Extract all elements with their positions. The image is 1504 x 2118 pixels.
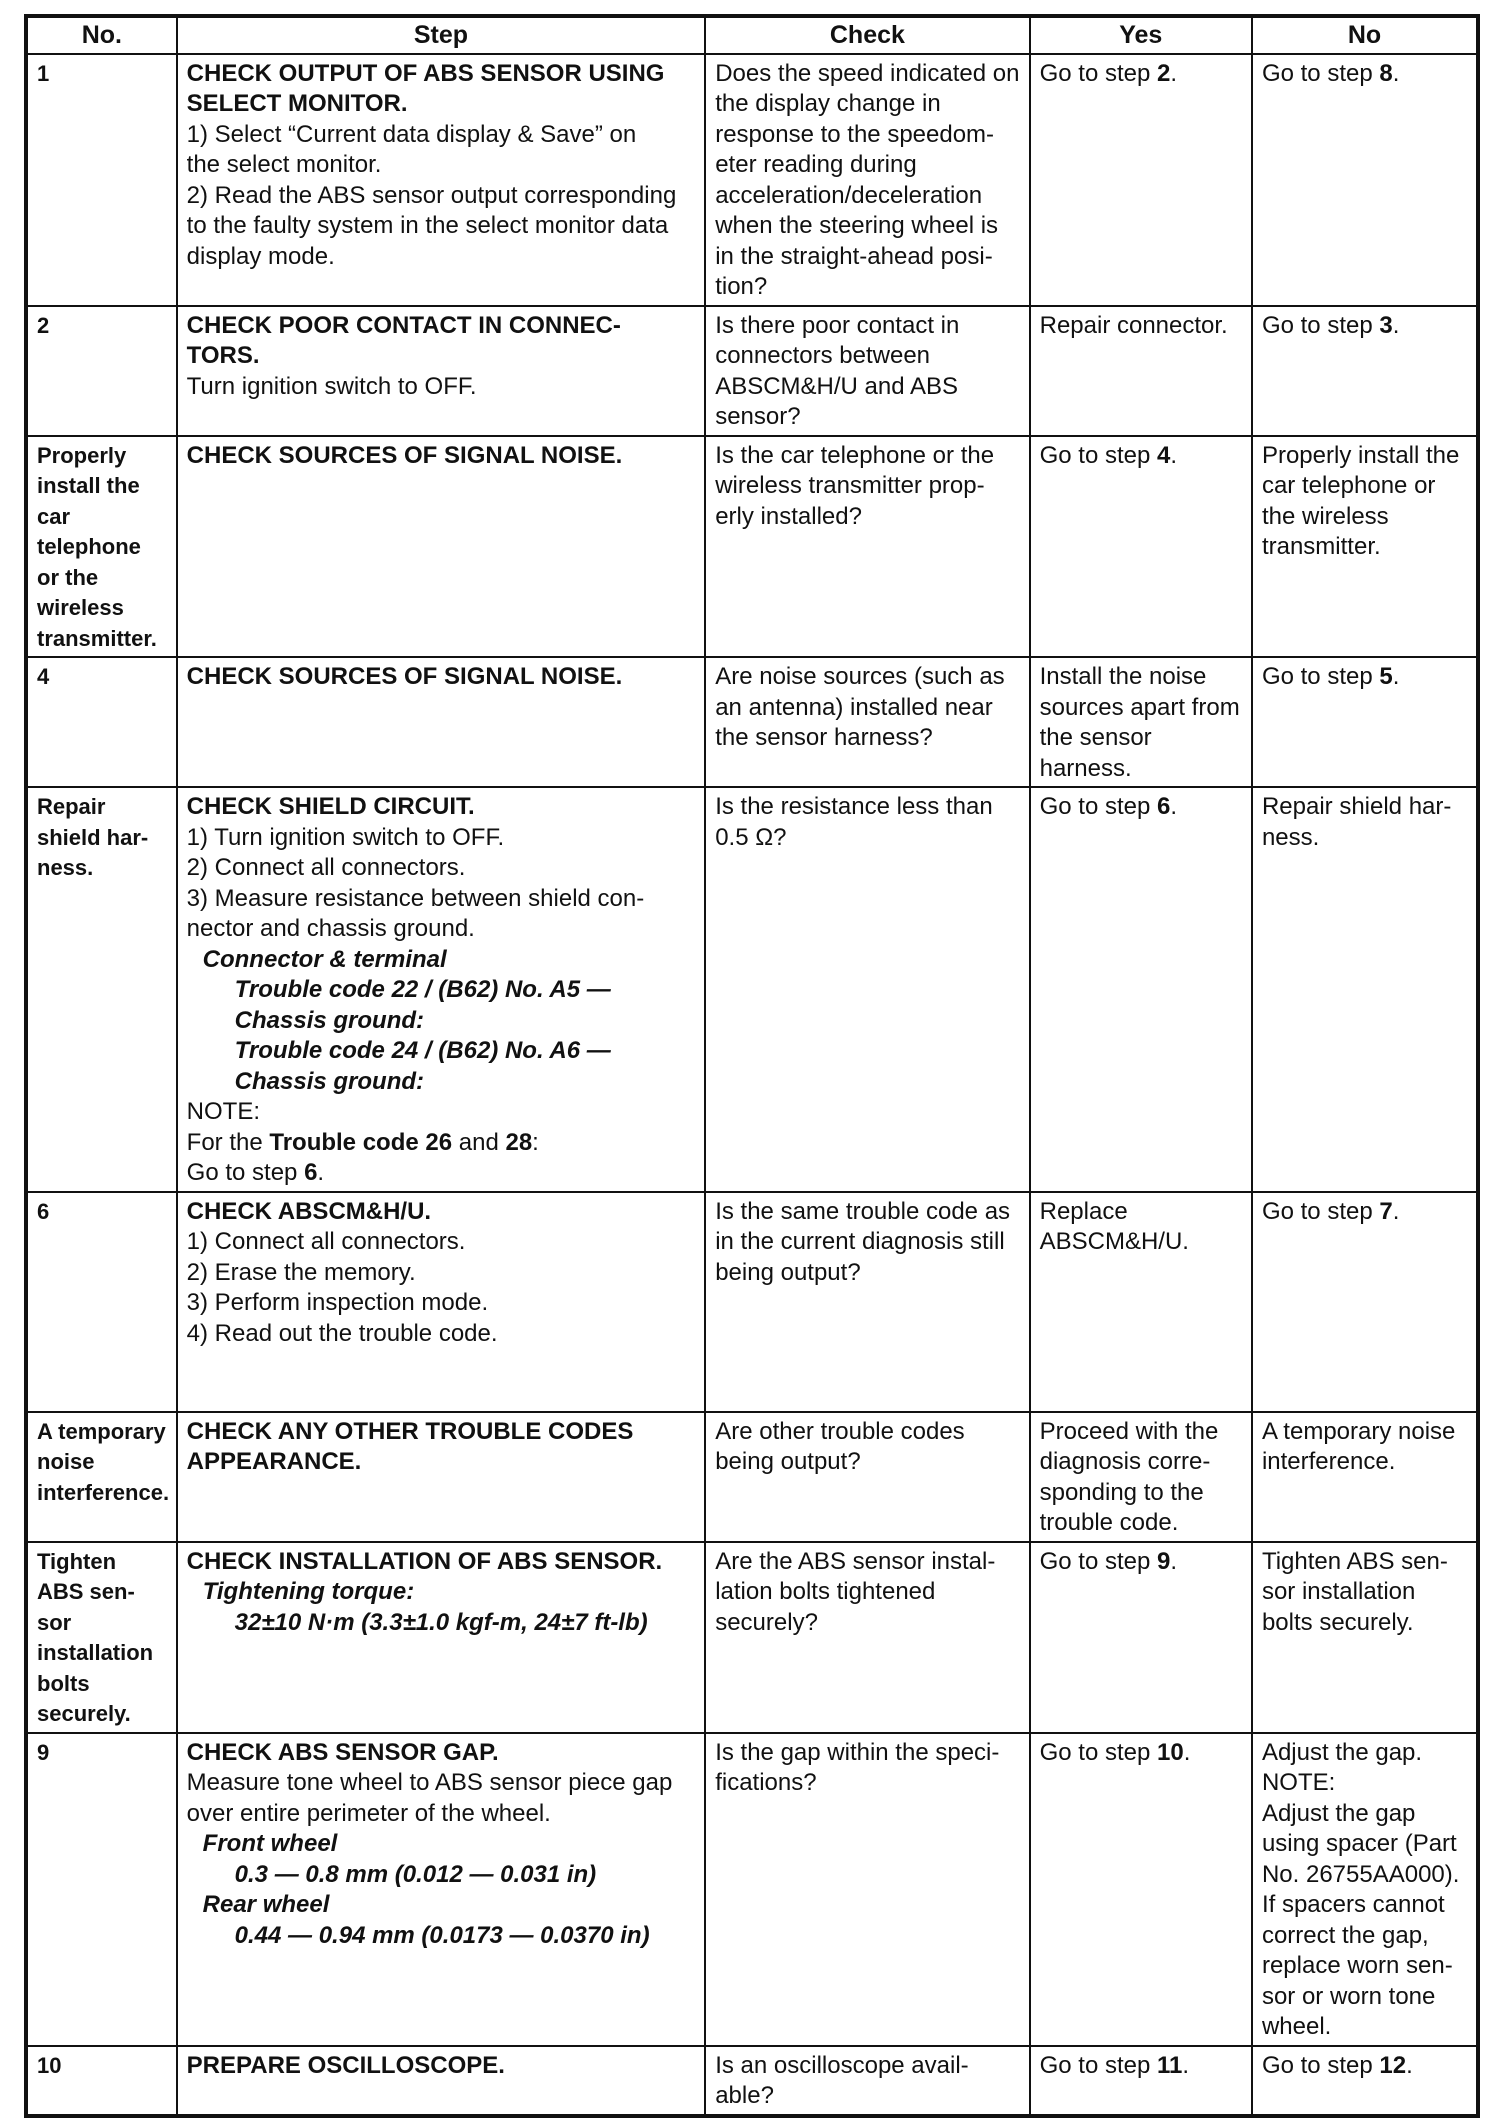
- yes-cell: Repair connector.: [1030, 306, 1252, 436]
- step-text: 2) Read the ABS sensor output corresponding: [186, 181, 677, 209]
- step-cell: [177, 1542, 706, 1733]
- spec-value: Chassis ground:: [234, 1006, 425, 1034]
- step-number: Tighten ABS sen-sor installation bolts securely.: [26, 1542, 177, 1733]
- spec-value: Trouble code 22 / (B62) No. A5 —: [234, 976, 611, 1003]
- step-text: 2) Connect all connectors.: [186, 854, 466, 881]
- spec-heading: Front wheel: [202, 1830, 338, 1857]
- diagnostic-table: [24, 14, 1480, 2118]
- step-cell: [177, 436, 706, 658]
- step-text: Measure tone wheel to ABS sensor piece gap: [186, 1769, 673, 1796]
- yes-cell: Install the noise sources apart from the sensor harness.: [1030, 657, 1252, 787]
- step-title: CHECK ABSCM&H/U.: [186, 1197, 432, 1225]
- step-cell: [177, 1412, 706, 1542]
- step-number: Properly install the car telephone or the wireless transmitter.: [26, 436, 177, 658]
- step-cell: [177, 787, 706, 1192]
- table-row: [26, 1192, 1478, 1412]
- no-cell: A temporary noise interference.: [1252, 1412, 1478, 1542]
- step-text: 1) Turn ignition switch to OFF.: [186, 823, 505, 851]
- step-title: CHECK SOURCES OF SIGNAL NOISE.: [186, 441, 623, 469]
- step-cell: [177, 1733, 706, 2046]
- header-no-result: No: [1252, 16, 1478, 54]
- no-note-text: Adjust the gap using spacer (Part No. 26755AA000). If spacers cannot correct the gap, replace worn sen-sor or worn tone wheel.: [1261, 1799, 1460, 2040]
- yes-cell: Replace ABSCM&H/U.: [1030, 1192, 1252, 1412]
- check-cell: Is there poor contact in connectors between ABSCM&H/U and ABS sensor?: [705, 306, 1029, 436]
- table-row: [26, 657, 1478, 787]
- step-title: CHECK ANY OTHER TROUBLE CODES: [186, 1417, 634, 1445]
- no-cell: Properly install the car telephone or the wireless transmitter.: [1252, 436, 1478, 658]
- spec-heading: Tightening torque:: [202, 1578, 415, 1605]
- step-number: 4: [26, 657, 177, 787]
- step-title: SELECT MONITOR.: [186, 90, 408, 117]
- step-title: APPEARANCE.: [186, 1448, 362, 1475]
- step-title: CHECK SHIELD CIRCUIT.: [186, 793, 475, 820]
- spec-value: Chassis ground:: [234, 1067, 425, 1095]
- no-cell: Repair shield har-ness.: [1252, 787, 1478, 1192]
- table-row: [26, 787, 1478, 1192]
- yes-cell: Go to step 6.: [1030, 787, 1252, 1192]
- step-text: 4) Read out the trouble code.: [186, 1319, 498, 1347]
- step-text: to the faulty system in the select monitor data: [186, 212, 669, 239]
- step-number: 6: [26, 1192, 177, 1412]
- table-row: [26, 1542, 1478, 1733]
- spec-heading: Connector & terminal: [202, 945, 447, 973]
- table-row: [26, 2046, 1478, 2116]
- table-row: [26, 436, 1478, 658]
- check-cell: Is the car telephone or the wireless transmitter prop-erly installed?: [705, 436, 1029, 658]
- check-cell: Are the ABS sensor instal-lation bolts tightened securely?: [705, 1542, 1029, 1733]
- step-number: 1: [26, 54, 177, 306]
- header-row: [26, 16, 1478, 54]
- table-row: [26, 306, 1478, 436]
- no-cell: Go to step 12.: [1252, 2046, 1478, 2116]
- step-cell: [177, 2046, 706, 2116]
- note-text: For the Trouble code 26 and 28:: [186, 1128, 539, 1156]
- header-no: No.: [26, 16, 177, 54]
- no-note-label: NOTE:: [1261, 1769, 1336, 1796]
- no-cell: Go to step 7.: [1252, 1192, 1478, 1412]
- check-cell: Is the resistance less than 0.5 Ω?: [705, 787, 1029, 1192]
- step-text: 3) Measure resistance between shield con-: [186, 884, 645, 912]
- step-title: CHECK OUTPUT OF ABS SENSOR USING: [186, 59, 665, 87]
- yes-cell: Proceed with the diagnosis corre-sponding to the trouble code.: [1030, 1412, 1252, 1542]
- step-text: over entire perimeter of the wheel.: [186, 1799, 551, 1827]
- step-title: CHECK SOURCES OF SIGNAL NOISE.: [186, 663, 623, 690]
- step-number: 2: [26, 306, 177, 436]
- step-title: CHECK ABS SENSOR GAP.: [186, 1738, 499, 1766]
- step-cell: [177, 306, 706, 436]
- yes-cell: Go to step 9.: [1030, 1542, 1252, 1733]
- header-yes: Yes: [1030, 16, 1252, 54]
- spec-value: 32±10 N·m (3.3±1.0 kgf-m, 24±7 ft-lb): [234, 1608, 648, 1636]
- header-step: Step: [177, 16, 706, 54]
- note-label: NOTE:: [186, 1098, 260, 1125]
- no-cell: Go to step 5.: [1252, 657, 1478, 787]
- yes-cell: Go to step 2.: [1030, 54, 1252, 306]
- no-cell: Go to step 8.: [1252, 54, 1478, 306]
- no-cell: [1252, 1733, 1478, 2046]
- spec-value: Trouble code 24 / (B62) No. A6 —: [234, 1037, 611, 1064]
- step-text: Turn ignition switch to OFF.: [186, 372, 477, 400]
- step-number: A temporary noise interference.: [26, 1412, 177, 1542]
- spec-value: 0.44 — 0.94 mm (0.0173 — 0.0370 in): [234, 1921, 650, 1949]
- table-row: [26, 54, 1478, 306]
- step-text: nector and chassis ground.: [186, 915, 475, 942]
- step-title: CHECK INSTALLATION OF ABS SENSOR.: [186, 1547, 663, 1575]
- step-text: the select monitor.: [186, 151, 382, 178]
- spec-value: 0.3 — 0.8 mm (0.012 — 0.031 in): [234, 1860, 597, 1888]
- step-number: Repair shield har-ness.: [26, 787, 177, 1192]
- step-text: 1) Select “Current data display & Save” on: [186, 120, 637, 148]
- no-cell: Go to step 3.: [1252, 306, 1478, 436]
- no-cell: Tighten ABS sen-sor installation bolts securely.: [1252, 1542, 1478, 1733]
- yes-cell: Go to step 11.: [1030, 2046, 1252, 2116]
- check-cell: Is an oscilloscope avail-able?: [705, 2046, 1029, 2116]
- step-cell: [177, 54, 706, 306]
- spec-heading: Rear wheel: [202, 1891, 330, 1918]
- no-text: Adjust the gap.: [1261, 1738, 1423, 1766]
- step-title: CHECK POOR CONTACT IN CONNEC-: [186, 311, 621, 339]
- check-cell: Are noise sources (such as an antenna) installed near the sensor harness?: [705, 657, 1029, 787]
- step-cell: [177, 657, 706, 787]
- step-cell: [177, 1192, 706, 1412]
- check-cell: Are other trouble codes being output?: [705, 1412, 1029, 1542]
- note-goto: Go to step 6.: [186, 1159, 325, 1186]
- table-row: [26, 1412, 1478, 1542]
- step-text: display mode.: [186, 242, 335, 270]
- step-title: PREPARE OSCILLOSCOPE.: [186, 2051, 505, 2079]
- yes-cell: Go to step 4.: [1030, 436, 1252, 658]
- header-check: Check: [705, 16, 1029, 54]
- check-cell: Is the gap within the speci-fications?: [705, 1733, 1029, 2046]
- step-title: TORS.: [186, 342, 260, 369]
- step-number: 10: [26, 2046, 177, 2116]
- table-row: [26, 1733, 1478, 2046]
- step-text: 2) Erase the memory.: [186, 1258, 416, 1286]
- check-cell: Is the same trouble code as in the current diagnosis still being output?: [705, 1192, 1029, 1412]
- yes-cell: Go to step 10.: [1030, 1733, 1252, 2046]
- check-cell: Does the speed indicated on the display change in response to the speedom-eter reading during acceleration/deceleration when the steering wheel is in the straight-ahead posi-tion?: [705, 54, 1029, 306]
- step-text: 1) Connect all connectors.: [186, 1228, 466, 1255]
- step-text: 3) Perform inspection mode.: [186, 1289, 489, 1316]
- step-number: 9: [26, 1733, 177, 2046]
